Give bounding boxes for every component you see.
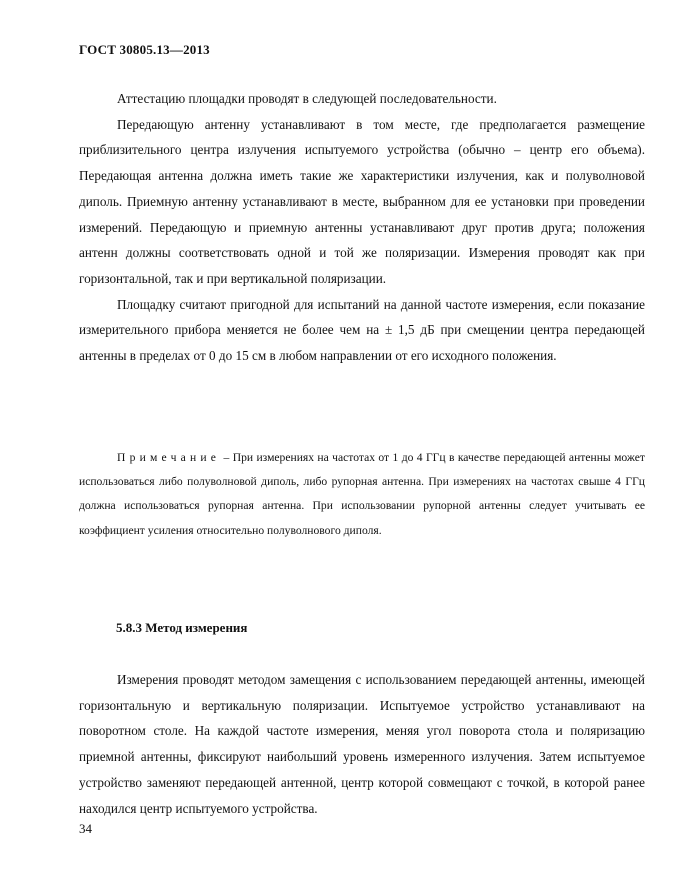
paragraph: Передающую антенну устанавливают в том месте, где предполагается размещение приблизительного центра излучения испытуемого устройства (обычно – центр его объема). Передающая антенна должна иметь такие же характеристики излучения, как и полуволновой диполь. Приемную антенну устанавливают в месте, выбранном для ее установки при проведении измерений. Передающую и приемную антенны устанавливают друг против друга; положения антенн должны соответствовать одной и той же поляризации. Измерения проводят как при горизонтальной, так и при вертикальной поляризации. — [79, 116, 645, 286]
body-text-top — [79, 86, 645, 369]
note-text: – При измерениях на частотах от 1 до 4 ГГц в качестве передающей антенны может использоваться либо полуволновой диполь, либо рупорная антенна. При измерениях на частотах свыше 4 ГГц должна использоваться рупорная антенна. При использовании рупорной антенны следует учитывать ее коэффициент усиления относительно полуволнового диполя. — [79, 451, 645, 537]
document-header: ГОСТ 30805.13—2013 — [79, 42, 210, 57]
note-paragraph — [79, 446, 645, 543]
note-block — [79, 446, 645, 543]
paragraph: Аттестацию площадки проводят в следующей последовательности. — [117, 91, 497, 106]
note-label: Примечание — [117, 451, 221, 464]
page-number: 34 — [79, 821, 92, 836]
paragraph: Площадку считают пригодной для испытаний на данной частоте измерения, если показание измерительного прибора меняется не более чем на ± 1,5 дБ при смещении центра передающей антенны в пределах от 0 до 15 см в любом направлении от его исходного положения. — [79, 296, 645, 364]
section-heading: 5.8.3 Метод измерения — [116, 620, 248, 635]
body-text-bottom — [79, 667, 645, 821]
paragraph: Измерения проводят методом замещения с использованием передающей антенны, имеющей горизонтальную и вертикальную поляризации. Испытуемое устройство устанавливают на поворотном столе. На каждой частоте измерения, меняя угол поворота стола и поляризацию приемной антенны, фиксируют наибольший уровень измеренного излучения. Затем испытуемое устройство заменяют передающей антенной, центр которой совмещают с точкой, в которой ранее находился центр испытуемого устройства. — [79, 672, 645, 816]
